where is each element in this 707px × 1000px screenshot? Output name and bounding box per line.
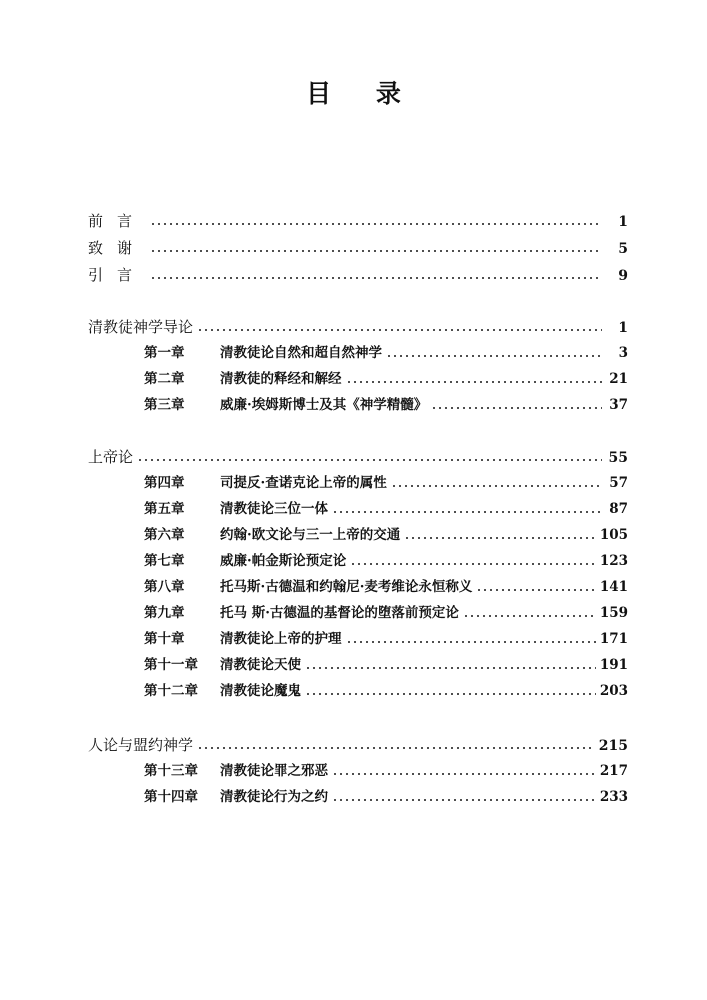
dot-leader: [346, 381, 603, 383]
toc-chapter[interactable]: [144, 550, 628, 572]
chapter-title: 清教徒论魔鬼: [220, 683, 301, 699]
chapter-title: 约翰·欧文论与三一上帝的交通: [220, 527, 401, 543]
toc-entry-introduction[interactable]: [88, 264, 628, 286]
page-number: 105: [599, 527, 628, 543]
toc-part-2[interactable]: [88, 446, 628, 468]
dot-leader: [386, 355, 602, 357]
page-number: 57: [609, 475, 628, 491]
dot-leader: [431, 407, 602, 409]
page-number: 159: [599, 605, 628, 621]
chapter-number: 第十三章: [144, 763, 198, 779]
page-number: 233: [599, 789, 628, 805]
chapter-title: 清教徒论行为之约: [220, 789, 328, 805]
toc-entry-preface[interactable]: [88, 210, 628, 232]
chapter-number: 第七章: [144, 553, 185, 569]
page-number: 1: [618, 214, 628, 230]
toc-chapter[interactable]: [144, 524, 628, 546]
dot-leader: [346, 641, 596, 643]
toc-chapter[interactable]: [144, 786, 628, 808]
page-number: 171: [599, 631, 628, 647]
toc-chapter[interactable]: [144, 576, 628, 598]
toc-chapter[interactable]: [144, 654, 628, 676]
page-title: 目 录: [306, 79, 419, 108]
page-number: 215: [598, 738, 628, 754]
page-number: 9: [618, 268, 628, 284]
chapter-number: 第十章: [144, 631, 185, 647]
dot-leader: [150, 223, 602, 225]
toc-chapter[interactable]: [144, 602, 628, 624]
toc-chapter[interactable]: [144, 498, 628, 520]
dot-leader: [150, 277, 602, 279]
page-number: 55: [608, 450, 628, 466]
dot-leader: [332, 799, 596, 801]
part-label: 清教徒神学导论: [88, 318, 194, 336]
dot-leader: [150, 250, 602, 252]
page-number: 5: [618, 241, 628, 257]
toc-chapter[interactable]: [144, 394, 628, 416]
chapter-title: 清教徒论上帝的护理: [220, 631, 342, 647]
toc-chapter[interactable]: [144, 368, 628, 390]
page-number: 3: [618, 345, 628, 361]
chapter-number: 第十四章: [144, 789, 198, 805]
chapter-number: 第六章: [144, 527, 185, 543]
chapter-title: 托马斯·古德温和约翰尼·麦考维论永恒称义: [220, 579, 473, 595]
chapter-number: 第九章: [144, 605, 185, 621]
toc-part-1[interactable]: [88, 316, 628, 338]
toc-chapter[interactable]: [144, 680, 628, 702]
chapter-number: 第八章: [144, 579, 185, 595]
chapter-title: 威廉·帕金斯论预定论: [220, 553, 347, 569]
toc-part-3[interactable]: [88, 734, 628, 756]
chapter-number: 第十二章: [144, 683, 198, 699]
dot-leader: [391, 485, 602, 487]
page-number: 21: [609, 371, 628, 387]
page-number: 123: [599, 553, 628, 569]
toc-chapter[interactable]: [144, 628, 628, 650]
part-label: 上帝论: [88, 448, 134, 466]
chapter-number: 第一章: [144, 345, 185, 361]
chapter-number: 第三章: [144, 397, 185, 413]
chapter-number: 第十一章: [144, 657, 198, 673]
chapter-number: 第二章: [144, 371, 185, 387]
chapter-title: 威廉·埃姆斯博士及其《神学精髓》: [220, 397, 428, 413]
chapter-number: 第五章: [144, 501, 185, 517]
chapter-title: 清教徒论自然和超自然神学: [220, 345, 382, 361]
chapter-title: 清教徒论三位一体: [220, 501, 328, 517]
dot-leader: [197, 329, 602, 331]
chapter-title: 司提反·查诺克论上帝的属性: [220, 475, 387, 491]
dot-leader: [332, 773, 596, 775]
dot-leader: [332, 511, 602, 513]
chapter-title: 托马 斯·古德温的基督论的堕落前预定论: [220, 605, 459, 621]
page-number: 141: [599, 579, 628, 595]
page-number: 87: [609, 501, 628, 517]
toc-chapter[interactable]: [144, 760, 628, 782]
dot-leader: [476, 589, 595, 591]
entry-label: 致谢: [88, 239, 147, 257]
chapter-title: 清教徒的释经和解经: [220, 371, 342, 387]
chapter-title: 清教徒论罪之邪恶: [220, 763, 328, 779]
dot-leader: [137, 459, 602, 461]
dot-leader: [404, 537, 596, 539]
dot-leader: [350, 563, 596, 565]
chapter-number: 第四章: [144, 475, 185, 491]
toc-entry-acknowledgements[interactable]: [88, 237, 628, 259]
dot-leader: [463, 615, 596, 617]
dot-leader: [305, 693, 596, 695]
page-number: 1: [618, 320, 628, 336]
entry-label: 前言: [88, 212, 147, 230]
part-label: 人论与盟约神学: [88, 736, 194, 754]
toc-chapter[interactable]: [144, 472, 628, 494]
entry-label: 引言: [88, 266, 147, 284]
page-number: 203: [599, 683, 628, 699]
dot-leader: [197, 747, 595, 749]
dot-leader: [305, 667, 596, 669]
page-number: 37: [609, 397, 628, 413]
toc-chapter[interactable]: [144, 342, 628, 364]
page-number: 217: [599, 763, 628, 779]
page-number: 191: [599, 657, 628, 673]
chapter-title: 清教徒论天使: [220, 657, 301, 673]
